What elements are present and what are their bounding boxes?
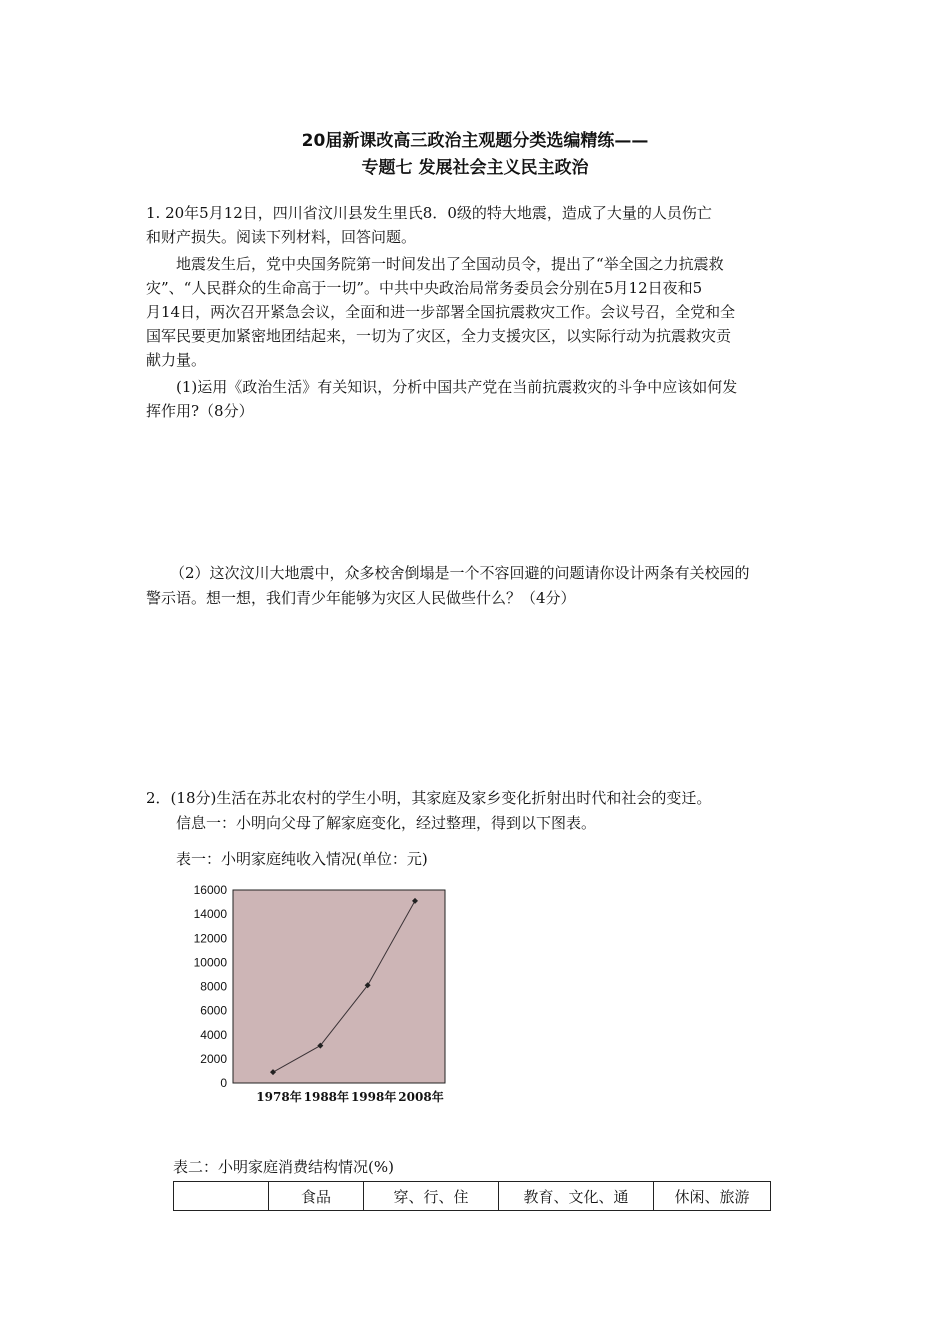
table-row: [174, 1182, 771, 1211]
y-tick-label: 8000: [200, 979, 227, 994]
y-tick-label: 10000: [193, 955, 227, 970]
table-header-cell: 穿、行、住: [364, 1182, 499, 1211]
x-tick-label: 1988年: [303, 1090, 350, 1104]
q1-material-line5: 献力量。: [146, 351, 207, 369]
q1-intro-line2: 和财产损失。阅读下列材料，回答问题。: [146, 228, 417, 246]
table-header-cell: 教育、文化、通: [499, 1182, 654, 1211]
consumption-table: [173, 1181, 771, 1211]
x-tick-label: 2008年: [398, 1090, 444, 1104]
q2-intro: 2．(18分)生活在苏北农村的学生小明，其家庭及家乡变化折射出时代和社会的变迁。: [146, 789, 712, 807]
y-tick-label: 12000: [193, 931, 227, 946]
q1-sub1-line1: (1)运用《政治生活》有关知识，分析中国共产党在当前抗震救灾的斗争中应该如何发: [176, 378, 738, 396]
x-tick-label: 1998年: [350, 1090, 397, 1104]
q1-sub2-line2: 警示语。想一想，我们青少年能够为灾区人民做些什么？（4分）: [146, 589, 576, 607]
q1-material-line3: 月14日，两次召开紧急会议，全面和进一步部署全国抗震救灾工作。会议号召，全党和全: [146, 303, 736, 321]
income-chart: [175, 878, 535, 1108]
q1-material-line4: 国军民要更加紧密地团结起来，一切为了灾区，全力支援灾区，以实际行动为抗震救灾贡: [146, 327, 732, 345]
q1-sub2-line1: （2）这次汶川大地震中，众多校舍倒塌是一个不容回避的问题请你设计两条有关校园的: [170, 564, 750, 582]
y-tick-label: 0: [220, 1076, 227, 1090]
q1-material-line2: 灾”、“人民群众的生命高于一切”。中共中央政治局常务委员会分别在5月12日夜和5: [146, 279, 703, 297]
y-tick-label: 6000: [200, 1003, 227, 1018]
table-header-cell: [174, 1182, 269, 1211]
q1-material-line1: 地震发生后，党中央国务院第一时间发出了全国动员令，提出了“举全国之力抗震救: [176, 255, 724, 273]
y-tick-label: 16000: [193, 883, 227, 897]
table1-caption: 表一：小明家庭纯收入情况(单位：元): [176, 850, 428, 868]
y-tick-label: 14000: [193, 907, 227, 922]
x-tick-label: 1978年: [256, 1090, 302, 1104]
doc-title-line2: 专题七 发展社会主义民主政治: [361, 158, 589, 178]
y-tick-label: 4000: [200, 1027, 227, 1042]
doc-title-line1: 20届新课改高三政治主观题分类选编精练——: [301, 131, 649, 151]
y-tick-label: 2000: [200, 1051, 227, 1066]
q1-intro-line1: 1. 20年5月12日，四川省汶川县发生里氏8．0级的特大地震，造成了大量的人员伤亡: [146, 204, 712, 222]
q2-info1: 信息一：小明向父母了解家庭变化，经过整理，得到以下图表。: [176, 814, 597, 832]
income-line-chart: [175, 878, 535, 1108]
table2-caption: 表二：小明家庭消费结构情况(%): [173, 1158, 394, 1176]
table-header-cell: 食品: [269, 1182, 364, 1211]
q1-sub1-line2: 挥作用?（8分）: [146, 402, 254, 420]
table-header-cell: 休闲、旅游: [654, 1182, 771, 1211]
plot-area: [233, 890, 445, 1083]
